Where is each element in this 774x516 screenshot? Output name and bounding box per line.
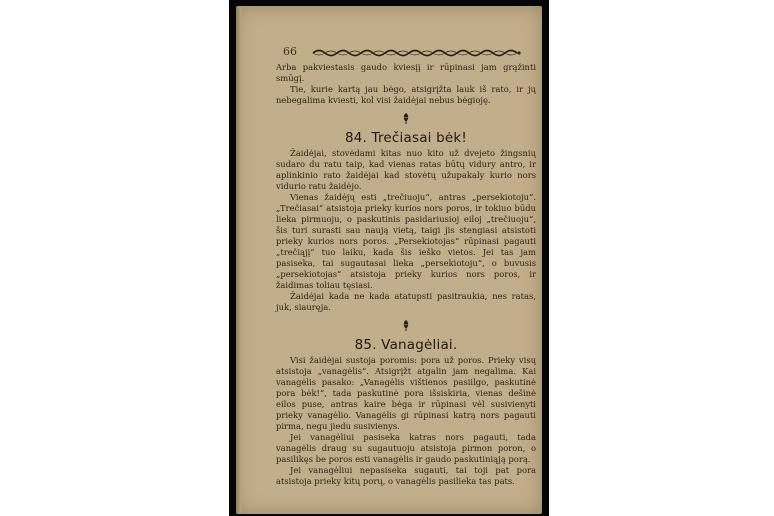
section-title-85: 85. Vanagėliai. [354, 337, 458, 353]
paragraph: Visi žaidėjai sustoja poromis: pora už poros. Prieky visų atsistoja „vanagėlis“. Atsigrįžt atgalin jam negalima. Kai vanagėlis pasako: „Vanagėlis vištienos pasiilgo, paskutinė pora bėk!“, tada paskutinė pora išsiskiria, vienas dešinė eilos puse, antras kaire bėga ir rūpinasi vėl susivienyti prieky vanagėlio. Vanagėlis gi rūpinasi katrą nors pagauti pirma, negu jiedu susivienys. [276, 355, 536, 431]
paragraph: Žaidėjai, stovėdami kitas nuo kito už dvejeto žingsnių sudaro du ratu taip, kad vienas ratas būtų vidury antro, ir aplinkinio rato žaidėjai kad stovėtų užupakaly kurio nors vidurio ratu žaidėjo. [276, 148, 536, 191]
paragraph: Jei vanagėliui nepasiseka sugauti, tai toji pat pora atsistoja prieky kitų porų, o vanagėlis pasilieka tas pats. [276, 465, 536, 486]
section-title-84: 84. Trečiasai bėk! [344, 130, 468, 146]
leaf-ornament-icon [276, 112, 536, 125]
page-text [276, 62, 536, 487]
page-number: 66 [283, 45, 297, 58]
paragraph: Žaidėjai kada ne kada atatupsti pasitraukia, nes ratas, juk, siauręja. [276, 291, 536, 312]
leaf-ornament-icon [276, 319, 536, 332]
page-header [283, 46, 528, 60]
header-ornament [311, 48, 523, 58]
paragraph: Jei vanagėliui pasiseka katras nors pagauti, tada vanagėlis draug su sugautuoju atsistoja pirmon poron, o pasilikęs be poros esti vanagėlis ir gaudo paskutiniąją porą. [276, 432, 536, 464]
page-edge [236, 6, 241, 514]
book-page [236, 6, 542, 514]
paragraph: Arba pakviestasis gaudo kviesįį ir rūpinasi jam grąžinti smūgį. [276, 62, 536, 83]
paragraph: Vienas žaidėjų esti „trečiuoju“, antras „persekiotoju“. „Trečiasai“ atsistoja prieky kurios nors poros, ir tokiuo būdu lieka pirmuoju, o paskutinis pasidariusioj eiloj „trečiuoju“, šis turi surasti sau naują vietą, taigi jis stengiasi atsistoti prieky kurios nors poros. „Persekiotojas“ rūpinasi pagauti „trečiąjį“ tuo laiku, kada šis ieško vietos. Jei tas jam pasiseka, tai sugautasai lieka „persekiotoju“, o buvusis „persekiotojas“ atsistoja prieky kurios nors poros, ir žaidimas toliau tęsiasi. [276, 192, 536, 290]
paragraph: Tie, kurie kartą jau bėgo, atsigrįžta lauk iš rato, ir jų nebegalima kviesti, kol visi žaidėjai nebus bėgioję. [276, 84, 536, 105]
